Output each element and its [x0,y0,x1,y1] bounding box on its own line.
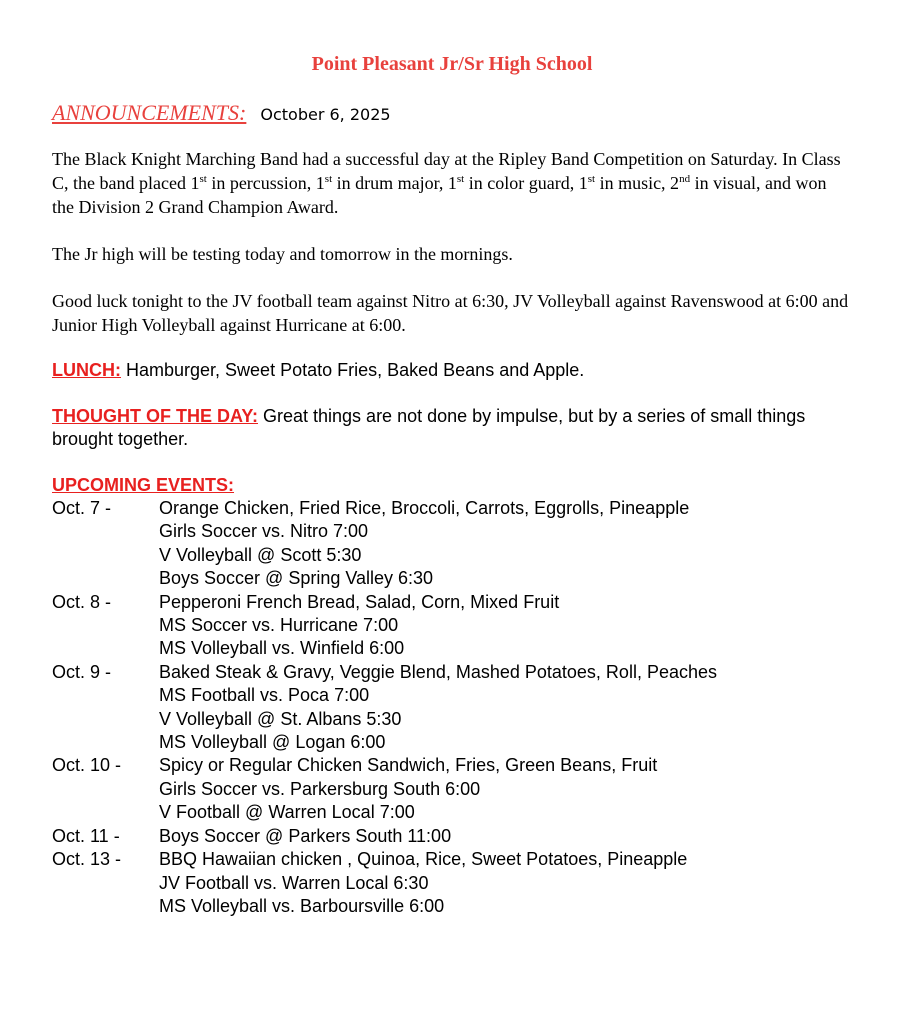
band-sup-3: st [456,173,465,185]
event-line: MS Soccer vs. Hurricane 7:00 [159,615,399,636]
event-date: Oct. 13 - [52,849,122,870]
thought-label: THOUGHT OF THE DAY: [52,406,258,426]
band-text-3: in drum major, 1 [332,173,457,193]
event-line: Pepperoni French Bread, Salad, Corn, Mixed Fruit [159,591,560,612]
announcements-header [52,100,852,126]
event-line: MS Football vs. Poca 7:00 [159,685,370,706]
event-lines [159,825,852,848]
event-date: Oct. 9 - [52,661,112,682]
band-text-2: in percussion, 1 [206,173,325,193]
event-group [52,754,852,824]
lunch-section [52,359,852,382]
band-text-5: in music, 2 [595,173,680,193]
lunch-label: LUNCH: [52,360,121,380]
announcement-document [52,48,852,918]
event-line: JV Football vs. Warren Local 6:30 [159,872,429,893]
band-sup-4: st [587,173,596,185]
event-group [52,848,852,918]
event-group [52,591,852,661]
event-lines [159,591,852,661]
band-text-4: in color guard, 1 [464,173,588,193]
announcements-label: ANNOUNCEMENTS: [52,100,247,125]
event-line: MS Volleyball vs. Barboursville 6:00 [159,895,445,916]
event-date: Oct. 8 - [52,591,112,612]
event-lines [159,497,852,591]
event-group [52,661,852,755]
event-line: V Volleyball @ St. Albans 5:30 [159,708,402,729]
event-line: Baked Steak & Gravy, Veggie Blend, Mashed Potatoes, Roll, Peaches [159,661,717,682]
event-lines [159,754,852,824]
event-date: Oct. 11 - [52,825,120,846]
event-line: V Volleyball @ Scott 5:30 [159,544,362,565]
event-line: Boys Soccer @ Spring Valley 6:30 [159,568,434,589]
event-group [52,825,852,848]
announcement-date: October 6, 2025 [260,105,391,124]
event-group [52,497,852,591]
event-line: Orange Chicken, Fried Rice, Broccoli, Carrots, Eggrolls, Pineapple [159,498,690,518]
event-lines [159,661,852,755]
upcoming-events-title [52,474,852,497]
band-sup-2: st [324,173,333,185]
lunch-text: Hamburger, Sweet Potato Fries, Baked Beans and Apple. [121,360,585,380]
events-list [52,497,852,918]
testing-paragraph: The Jr high will be testing today and tomorrow in the mornings. [52,244,513,264]
event-date: Oct. 7 - [52,498,112,518]
band-sup-5: nd [679,173,691,185]
band-paragraph [52,147,852,219]
thought-section [52,405,852,451]
event-line: Boys Soccer @ Parkers South 11:00 [159,825,452,846]
thought-text: Great things are not done by impulse, but by a series of small things brought together. [52,406,806,449]
school-title: Point Pleasant Jr/Sr High School [311,53,593,75]
band-text-1: The Black Knight Marching Band had a successful day at the Ripley Band Competition on Saturday. In Class C, the band placed 1 [52,149,841,193]
band-text-6: in visual, and won the Division 2 Grand Champion Award. [52,173,827,217]
event-lines [159,848,852,918]
event-line: Girls Soccer vs. Parkersburg South 6:00 [159,778,481,799]
event-line: Spicy or Regular Chicken Sandwich, Fries, Green Beans, Fruit [159,755,658,776]
event-line: V Football @ Warren Local 7:00 [159,802,415,823]
event-line: Girls Soccer vs. Nitro 7:00 [159,521,369,542]
upcoming-events-label: UPCOMING EVENTS: [52,475,235,495]
band-sup-1: st [199,173,207,185]
event-line: MS Volleyball vs. Winfield 6:00 [159,638,405,659]
event-date: Oct. 10 - [52,755,122,776]
event-line: BBQ Hawaiian chicken , Quinoa, Rice, Sweet Potatoes, Pineapple [159,849,688,870]
event-line: MS Volleyball @ Logan 6:00 [159,732,386,753]
good-luck-paragraph: Good luck tonight to the JV football team against Nitro at 6:30, JV Volleyball against Ravenswood at 6:00 and Junior High Volleyball against Hurricane at 6:00. [52,291,849,335]
